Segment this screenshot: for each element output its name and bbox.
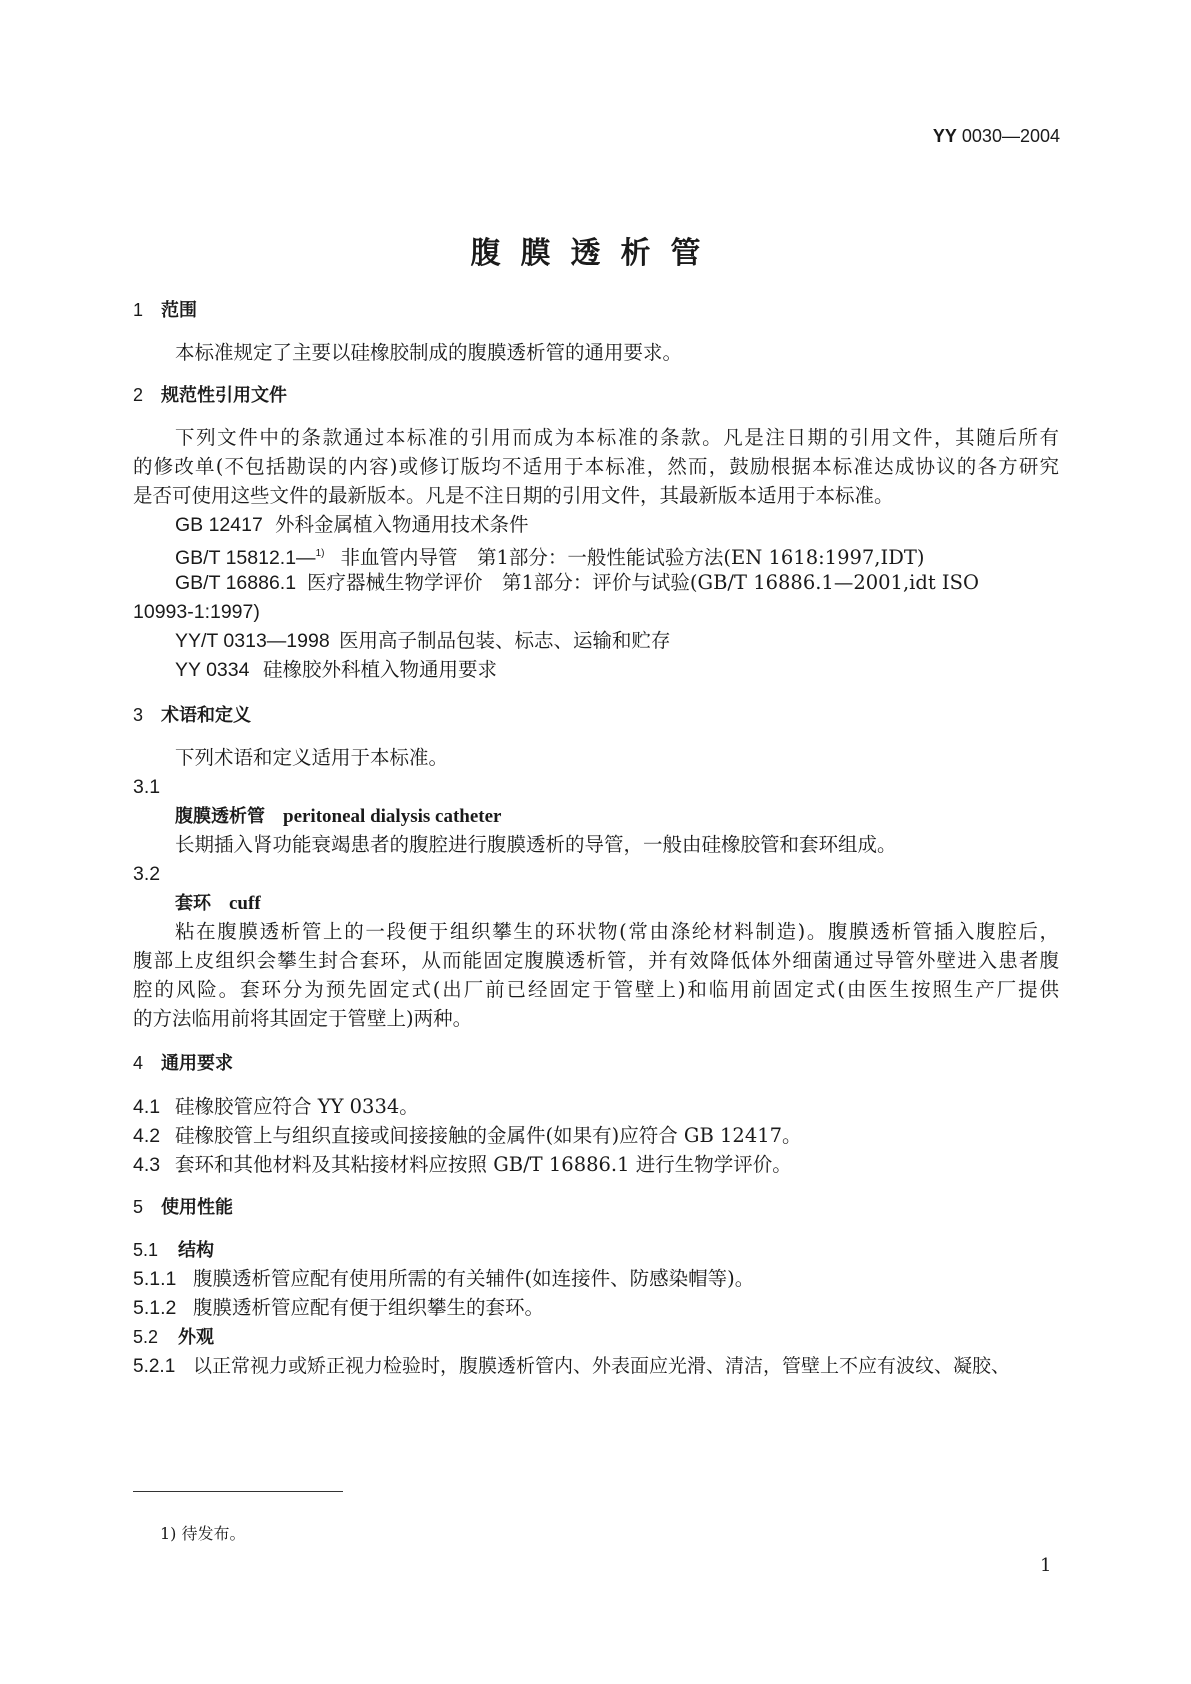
- term-number: 3.1: [133, 776, 161, 798]
- reference-item: YY 0334 硅橡胶外科植入物通用要求: [175, 658, 498, 681]
- reference-item-continuation: 10993-1:1997): [133, 601, 260, 623]
- reference-item: YY/T 0313—1998 医用高子制品包装、标志、运输和贮存: [175, 629, 671, 652]
- document-title: 腹膜透析管: [470, 236, 721, 271]
- clause-5-1-2: 5.1.2 腹膜透析管应配有便于组织攀生的套环。: [133, 1296, 545, 1319]
- term-heading: 套环 cuff: [175, 893, 261, 914]
- section-5-heading: 5 使用性能: [133, 1197, 233, 1218]
- requirement-item: 4.3 套环和其他材料及其粘接材料应按照 GB/T 16886.1 进行生物学评价。: [133, 1153, 792, 1176]
- footnote-separator: [133, 1491, 343, 1492]
- section-3-paragraph: 下列术语和定义适用于本标准。: [175, 746, 449, 769]
- section-4-heading: 4 通用要求: [133, 1053, 233, 1074]
- section-2-paragraph-line-1: 下列文件中的条款通过本标准的引用而成为本标准的条款。凡是注日期的引用文件，其随后所有: [175, 426, 1059, 449]
- requirement-item: 4.1 硅橡胶管应符合 YY 0334。: [133, 1095, 419, 1118]
- section-2-paragraph-line-2: 的修改单(不包括勘误的内容)或修订版均不适用于本标准，然而，鼓励根据本标准达成协议的各方研究: [133, 455, 1059, 478]
- section-2-heading: 2 规范性引用文件: [133, 385, 287, 406]
- reference-item: GB 12417 外科金属植入物通用技术条件: [175, 513, 529, 536]
- term-definition-line-3: 腔的风险。套环分为预先固定式(出厂前已经固定于管壁上)和临用前固定式(由医生按照生产厂提供: [133, 978, 1059, 1001]
- standard-code: YY 0030—2004: [932, 126, 1060, 146]
- page-number: 1: [1040, 1555, 1052, 1576]
- term-definition: 长期插入肾功能衰竭患者的腹腔进行腹膜透析的导管，一般由硅橡胶管和套环组成。: [175, 833, 897, 856]
- reference-item: GB/T 15812.1—$^{1)}$ 非血管内导管 第1部分：一般性能试验方法(EN 1618:1997,IDT): [175, 546, 925, 569]
- term-definition-line-1: 粘在腹膜透析管上的一段便于组织攀生的环状物(常由涤纶材料制造)。腹膜透析管插入腹腔后，: [175, 920, 1059, 943]
- section-1-heading: 1 范围: [133, 300, 197, 321]
- term-number: 3.2: [133, 863, 161, 885]
- term-definition-line-4: 的方法临用前将其固定于管壁上)两种。: [133, 1007, 473, 1030]
- clause-5-1-1: 5.1.1 腹膜透析管应配有使用所需的有关辅件(如连接件、防感染帽等)。: [133, 1267, 755, 1290]
- clause-5-2-1: 5.2.1 以正常视力或矫正视力检验时，腹膜透析管内、外表面应光滑、清洁，管壁上不应有波纹、凝胶、: [133, 1355, 1011, 1377]
- subsection-5-1-heading: 5.1 结构: [133, 1240, 214, 1261]
- section-2-paragraph-line-3: 是否可使用这些文件的最新版本。凡是不注日期的引用文件，其最新版本适用于本标准。: [133, 484, 894, 507]
- term-heading: 腹膜透析管 peritoneal dialysis catheter: [175, 806, 502, 827]
- reference-item: GB/T 16886.1 医疗器械生物学评价 第1部分：评价与试验(GB/T 16886.1—2001,idt ISO: [175, 571, 979, 594]
- requirement-item: 4.2 硅橡胶管上与组织直接或间接接触的金属件(如果有)应符合 GB 12417。: [133, 1124, 802, 1147]
- subsection-5-2-heading: 5.2 外观: [133, 1327, 214, 1348]
- section-1-paragraph: 本标准规定了主要以硅橡胶制成的腹膜透析管的通用要求。: [175, 341, 683, 364]
- term-definition-line-2: 腹部上皮组织会攀生封合套环，从而能固定腹膜透析管，并有效降低体外细菌通过导管外壁进入患者腹: [133, 949, 1059, 972]
- section-3-heading: 3 术语和定义: [133, 705, 251, 726]
- footnote: 1) 待发布。: [160, 1524, 246, 1543]
